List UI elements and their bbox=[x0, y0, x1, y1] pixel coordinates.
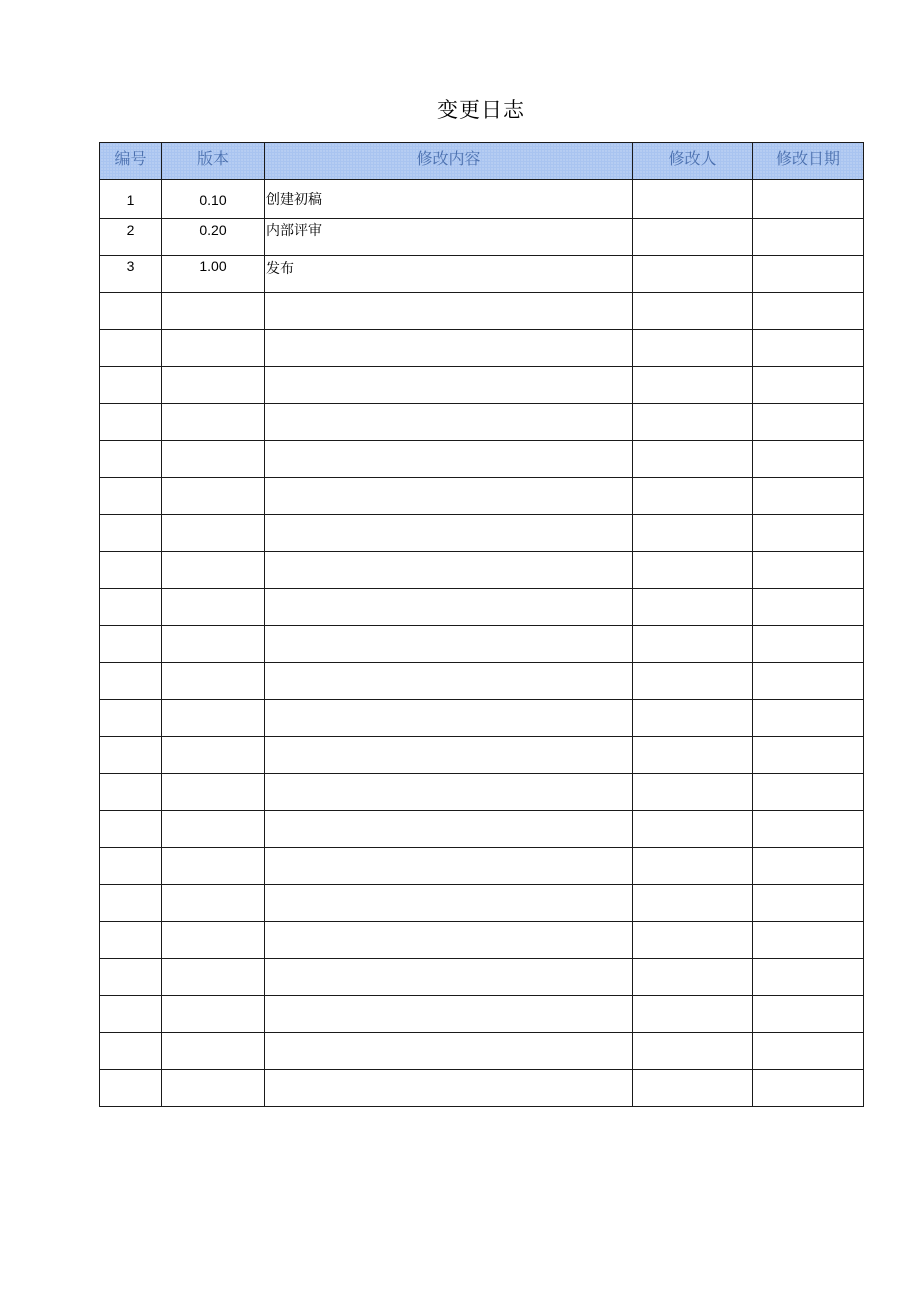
empty-cell bbox=[633, 293, 753, 330]
empty-cell bbox=[162, 1033, 265, 1070]
empty-cell bbox=[753, 515, 864, 552]
empty-cell bbox=[753, 774, 864, 811]
empty-cell bbox=[162, 774, 265, 811]
empty-cell bbox=[162, 441, 265, 478]
empty-cell bbox=[265, 959, 633, 996]
empty-cell bbox=[753, 996, 864, 1033]
empty-cell bbox=[753, 959, 864, 996]
empty-cell bbox=[753, 441, 864, 478]
empty-row bbox=[100, 959, 864, 996]
table-row bbox=[100, 219, 864, 256]
header-row bbox=[100, 143, 864, 180]
empty-cell bbox=[265, 626, 633, 663]
empty-cell bbox=[162, 811, 265, 848]
empty-cell bbox=[633, 330, 753, 367]
empty-cell bbox=[265, 1033, 633, 1070]
empty-cell bbox=[100, 959, 162, 996]
empty-cell bbox=[265, 293, 633, 330]
empty-row bbox=[100, 367, 864, 404]
empty-cell bbox=[100, 996, 162, 1033]
empty-row bbox=[100, 663, 864, 700]
empty-cell bbox=[162, 552, 265, 589]
empty-row bbox=[100, 515, 864, 552]
empty-cell bbox=[753, 1070, 864, 1107]
empty-row bbox=[100, 700, 864, 737]
empty-row bbox=[100, 885, 864, 922]
empty-cell bbox=[100, 811, 162, 848]
header-content: 修改内容 bbox=[265, 143, 633, 180]
empty-row bbox=[100, 478, 864, 515]
empty-cell bbox=[265, 996, 633, 1033]
empty-cell bbox=[633, 959, 753, 996]
empty-cell bbox=[162, 737, 265, 774]
cell-number: 3 bbox=[100, 256, 162, 293]
cell-version: 0.20 bbox=[162, 219, 265, 256]
empty-row bbox=[100, 811, 864, 848]
empty-cell bbox=[753, 737, 864, 774]
empty-cell bbox=[100, 663, 162, 700]
empty-row bbox=[100, 996, 864, 1033]
header-number: 编号 bbox=[100, 143, 162, 180]
cell-content: 内部评审 bbox=[265, 219, 633, 256]
cell-number: 2 bbox=[100, 219, 162, 256]
empty-cell bbox=[753, 663, 864, 700]
cell-content: 创建初稿 bbox=[265, 180, 633, 219]
empty-row bbox=[100, 1070, 864, 1107]
empty-cell bbox=[265, 774, 633, 811]
empty-cell bbox=[265, 848, 633, 885]
empty-cell bbox=[100, 922, 162, 959]
cell-modifier bbox=[633, 180, 753, 219]
page-title: 变更日志 bbox=[437, 98, 525, 122]
empty-cell bbox=[100, 626, 162, 663]
empty-cell bbox=[753, 552, 864, 589]
cell-date bbox=[753, 256, 864, 293]
empty-cell bbox=[633, 996, 753, 1033]
empty-cell bbox=[265, 700, 633, 737]
empty-cell bbox=[162, 367, 265, 404]
empty-cell bbox=[633, 811, 753, 848]
empty-cell bbox=[753, 700, 864, 737]
empty-cell bbox=[100, 848, 162, 885]
empty-cell bbox=[633, 515, 753, 552]
header-version: 版本 bbox=[162, 143, 265, 180]
empty-cell bbox=[265, 404, 633, 441]
empty-cell bbox=[100, 885, 162, 922]
empty-cell bbox=[633, 663, 753, 700]
empty-cell bbox=[162, 293, 265, 330]
empty-cell bbox=[162, 589, 265, 626]
empty-row bbox=[100, 441, 864, 478]
empty-row bbox=[100, 404, 864, 441]
empty-cell bbox=[162, 404, 265, 441]
empty-cell bbox=[753, 885, 864, 922]
empty-cell bbox=[100, 515, 162, 552]
empty-row bbox=[100, 848, 864, 885]
empty-cell bbox=[633, 774, 753, 811]
empty-cell bbox=[633, 737, 753, 774]
empty-cell bbox=[753, 848, 864, 885]
change-log-table bbox=[99, 142, 864, 1107]
empty-cell bbox=[265, 811, 633, 848]
empty-cell bbox=[265, 922, 633, 959]
empty-cell bbox=[633, 478, 753, 515]
empty-cell bbox=[753, 367, 864, 404]
empty-cell bbox=[162, 959, 265, 996]
empty-cell bbox=[162, 626, 265, 663]
empty-cell bbox=[100, 774, 162, 811]
empty-cell bbox=[100, 293, 162, 330]
empty-cell bbox=[633, 848, 753, 885]
empty-cell bbox=[162, 478, 265, 515]
empty-cell bbox=[265, 478, 633, 515]
empty-cell bbox=[265, 441, 633, 478]
empty-cell bbox=[633, 1033, 753, 1070]
header-date: 修改日期 bbox=[753, 143, 864, 180]
empty-cell bbox=[100, 700, 162, 737]
empty-cell bbox=[100, 589, 162, 626]
empty-cell bbox=[100, 478, 162, 515]
empty-cell bbox=[753, 1033, 864, 1070]
empty-cell bbox=[100, 1033, 162, 1070]
empty-cell bbox=[265, 330, 633, 367]
empty-cell bbox=[753, 811, 864, 848]
empty-cell bbox=[633, 700, 753, 737]
empty-cell bbox=[265, 552, 633, 589]
empty-row bbox=[100, 552, 864, 589]
empty-cell bbox=[162, 330, 265, 367]
empty-cell bbox=[753, 330, 864, 367]
cell-date bbox=[753, 219, 864, 256]
empty-cell bbox=[100, 404, 162, 441]
empty-cell bbox=[100, 1070, 162, 1107]
empty-cell bbox=[633, 441, 753, 478]
empty-cell bbox=[633, 922, 753, 959]
empty-cell bbox=[162, 885, 265, 922]
empty-cell bbox=[265, 737, 633, 774]
empty-cell bbox=[265, 515, 633, 552]
empty-cell bbox=[100, 367, 162, 404]
table-row bbox=[100, 180, 864, 219]
cell-number: 1 bbox=[100, 180, 162, 219]
empty-cell bbox=[265, 589, 633, 626]
empty-cell bbox=[633, 404, 753, 441]
empty-cell bbox=[162, 663, 265, 700]
empty-cell bbox=[753, 293, 864, 330]
empty-row bbox=[100, 293, 864, 330]
empty-cell bbox=[265, 1070, 633, 1107]
cell-content: 发布 bbox=[265, 256, 633, 293]
cell-version: 0.10 bbox=[162, 180, 265, 219]
empty-cell bbox=[753, 404, 864, 441]
empty-cell bbox=[100, 441, 162, 478]
empty-cell bbox=[753, 589, 864, 626]
cell-date bbox=[753, 180, 864, 219]
empty-cell bbox=[162, 848, 265, 885]
empty-cell bbox=[633, 626, 753, 663]
cell-modifier bbox=[633, 219, 753, 256]
empty-cell bbox=[633, 589, 753, 626]
empty-cell bbox=[162, 515, 265, 552]
header-modifier: 修改人 bbox=[633, 143, 753, 180]
empty-row bbox=[100, 774, 864, 811]
cell-version: 1.00 bbox=[162, 256, 265, 293]
empty-cell bbox=[753, 626, 864, 663]
empty-cell bbox=[162, 1070, 265, 1107]
empty-cell bbox=[162, 922, 265, 959]
empty-row bbox=[100, 330, 864, 367]
empty-cell bbox=[162, 700, 265, 737]
empty-cell bbox=[162, 996, 265, 1033]
empty-row bbox=[100, 922, 864, 959]
empty-row bbox=[100, 589, 864, 626]
empty-cell bbox=[633, 367, 753, 404]
empty-cell bbox=[100, 330, 162, 367]
empty-cell bbox=[753, 922, 864, 959]
empty-cell bbox=[265, 885, 633, 922]
empty-cell bbox=[265, 663, 633, 700]
empty-row bbox=[100, 737, 864, 774]
empty-row bbox=[100, 626, 864, 663]
empty-cell bbox=[100, 737, 162, 774]
empty-cell bbox=[633, 885, 753, 922]
cell-modifier bbox=[633, 256, 753, 293]
empty-cell bbox=[633, 1070, 753, 1107]
empty-cell bbox=[265, 367, 633, 404]
table-row bbox=[100, 256, 864, 293]
empty-cell bbox=[100, 552, 162, 589]
empty-cell bbox=[753, 478, 864, 515]
empty-row bbox=[100, 1033, 864, 1070]
empty-cell bbox=[633, 552, 753, 589]
